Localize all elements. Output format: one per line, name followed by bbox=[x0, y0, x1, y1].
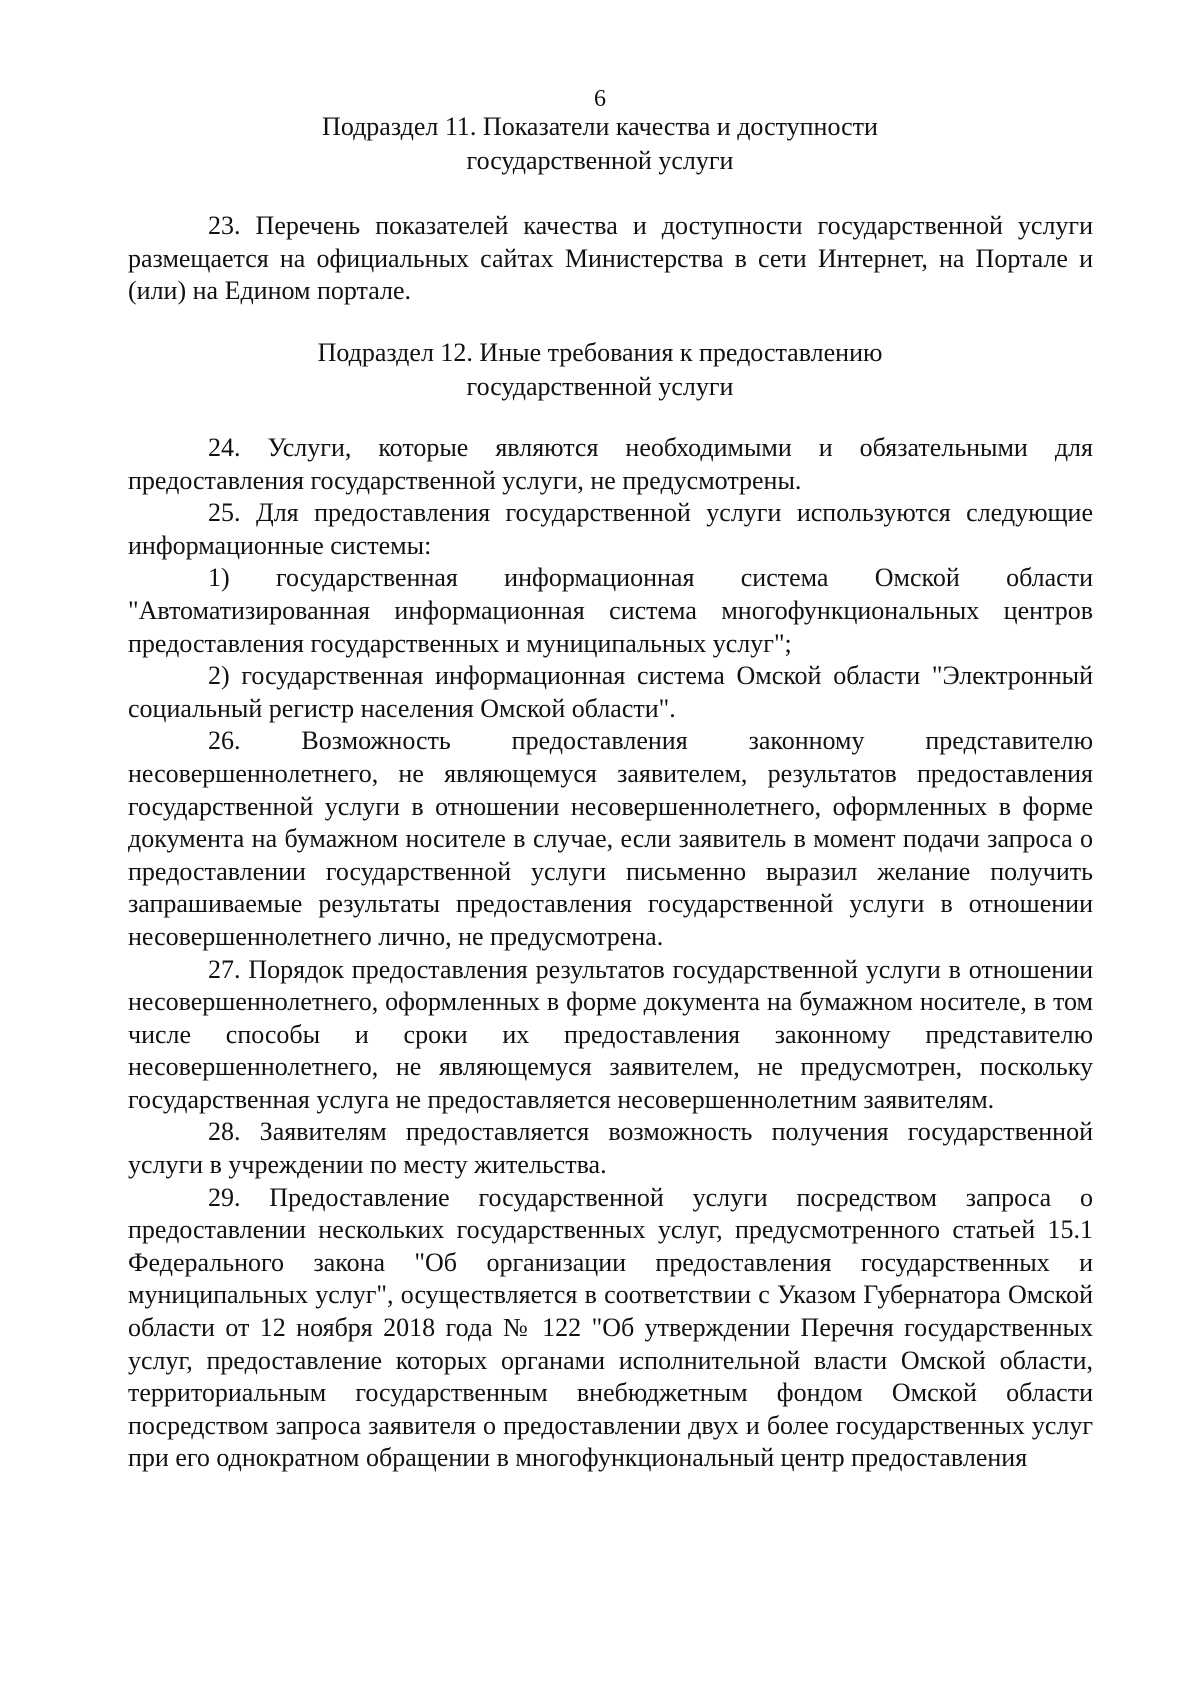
paragraph-23: 23. Перечень показателей качества и доступности государственной услуги размещается на официальных сайтах Министерства в сети Интернет, на Портале и (или) на Едином портале. bbox=[128, 211, 1093, 306]
paragraph-25-item-2: 2) государственная информационная система Омской области "Электронный социальный регистр населения Омской области". bbox=[128, 661, 1093, 723]
subsection-11-title-line1: Подраздел 11. Показатели качества и доступности bbox=[322, 112, 878, 141]
paragraph-26: 26. Возможность предоставления законному представителю несовершеннолетнего, не являющемуся заявителем, результатов предоставления государственной услуги в отношении несовершеннолетнего, оформленных в форме документа на бумажном носителе в случае, если заявитель в момент подачи запроса о предоставлении государственной услуги письменно выразил желание получить запрашиваемые результаты предоставления государственной услуги в отношении несовершеннолетнего лично, не предусмотрена. bbox=[128, 726, 1093, 951]
paragraph-28: 28. Заявителям предоставляется возможность получения государственной услуги в учреждении по месту жительства. bbox=[128, 1117, 1093, 1180]
subsection-12-body bbox=[128, 432, 1093, 1475]
paragraph-29: 29. Предоставление государственной услуги посредством запроса о предоставлении нескольких государственных услуг, предусмотренного статьей 15.1 Федерального закона "Об организации предоставления государственных и муниципальных услуг", осуществляется в соответствии с Указом Губернатора Омской области от 12 ноября 2018 года № 122 "Об утверждении Перечня государственных услуг, предоставление которых органами исполнительной власти Омской области, территориальным государственным внебюджетным фондом Омской области посредством запроса заявителя о предоставлении двух и более государственных услуг при его однократном обращении в многофункциональный центр предоставления bbox=[128, 1182, 1093, 1473]
subsection-11-title-line2: государственной услуги bbox=[466, 146, 734, 175]
paragraph-27: 27. Порядок предоставления результатов государственной услуги в отношении несовершеннолетнего, оформленных в форме документа на бумажном носителе, в том числе способы и сроки их предоставления законному представителю несовершеннолетнего, не являющемуся заявителем, не предусмотрен, поскольку государственная услуга не предоставляется несовершеннолетним заявителям. bbox=[128, 954, 1093, 1114]
paragraph-24: 24. Услуги, которые являются необходимыми и обязательными для предоставления государственной услуги, не предусмотрены. bbox=[128, 433, 1093, 495]
subsection-12-title-line1: Подраздел 12. Иные требования к предоставлению bbox=[317, 338, 883, 367]
page-number: 6 bbox=[594, 86, 606, 112]
paragraph-25: 25. Для предоставления государственной услуги используются следующие информационные системы: bbox=[128, 498, 1093, 560]
subsection-12-heading bbox=[120, 336, 1080, 404]
paragraph-25-item-1: 1) государственная информационная система Омской области "Автоматизированная информационная система многофункциональных центров предоставления государственных и муниципальных услуг"; bbox=[128, 563, 1093, 658]
subsection-12-title-line2: государственной услуги bbox=[466, 372, 734, 401]
subsection-11-body bbox=[128, 210, 1093, 308]
subsection-11-heading bbox=[120, 110, 1080, 178]
